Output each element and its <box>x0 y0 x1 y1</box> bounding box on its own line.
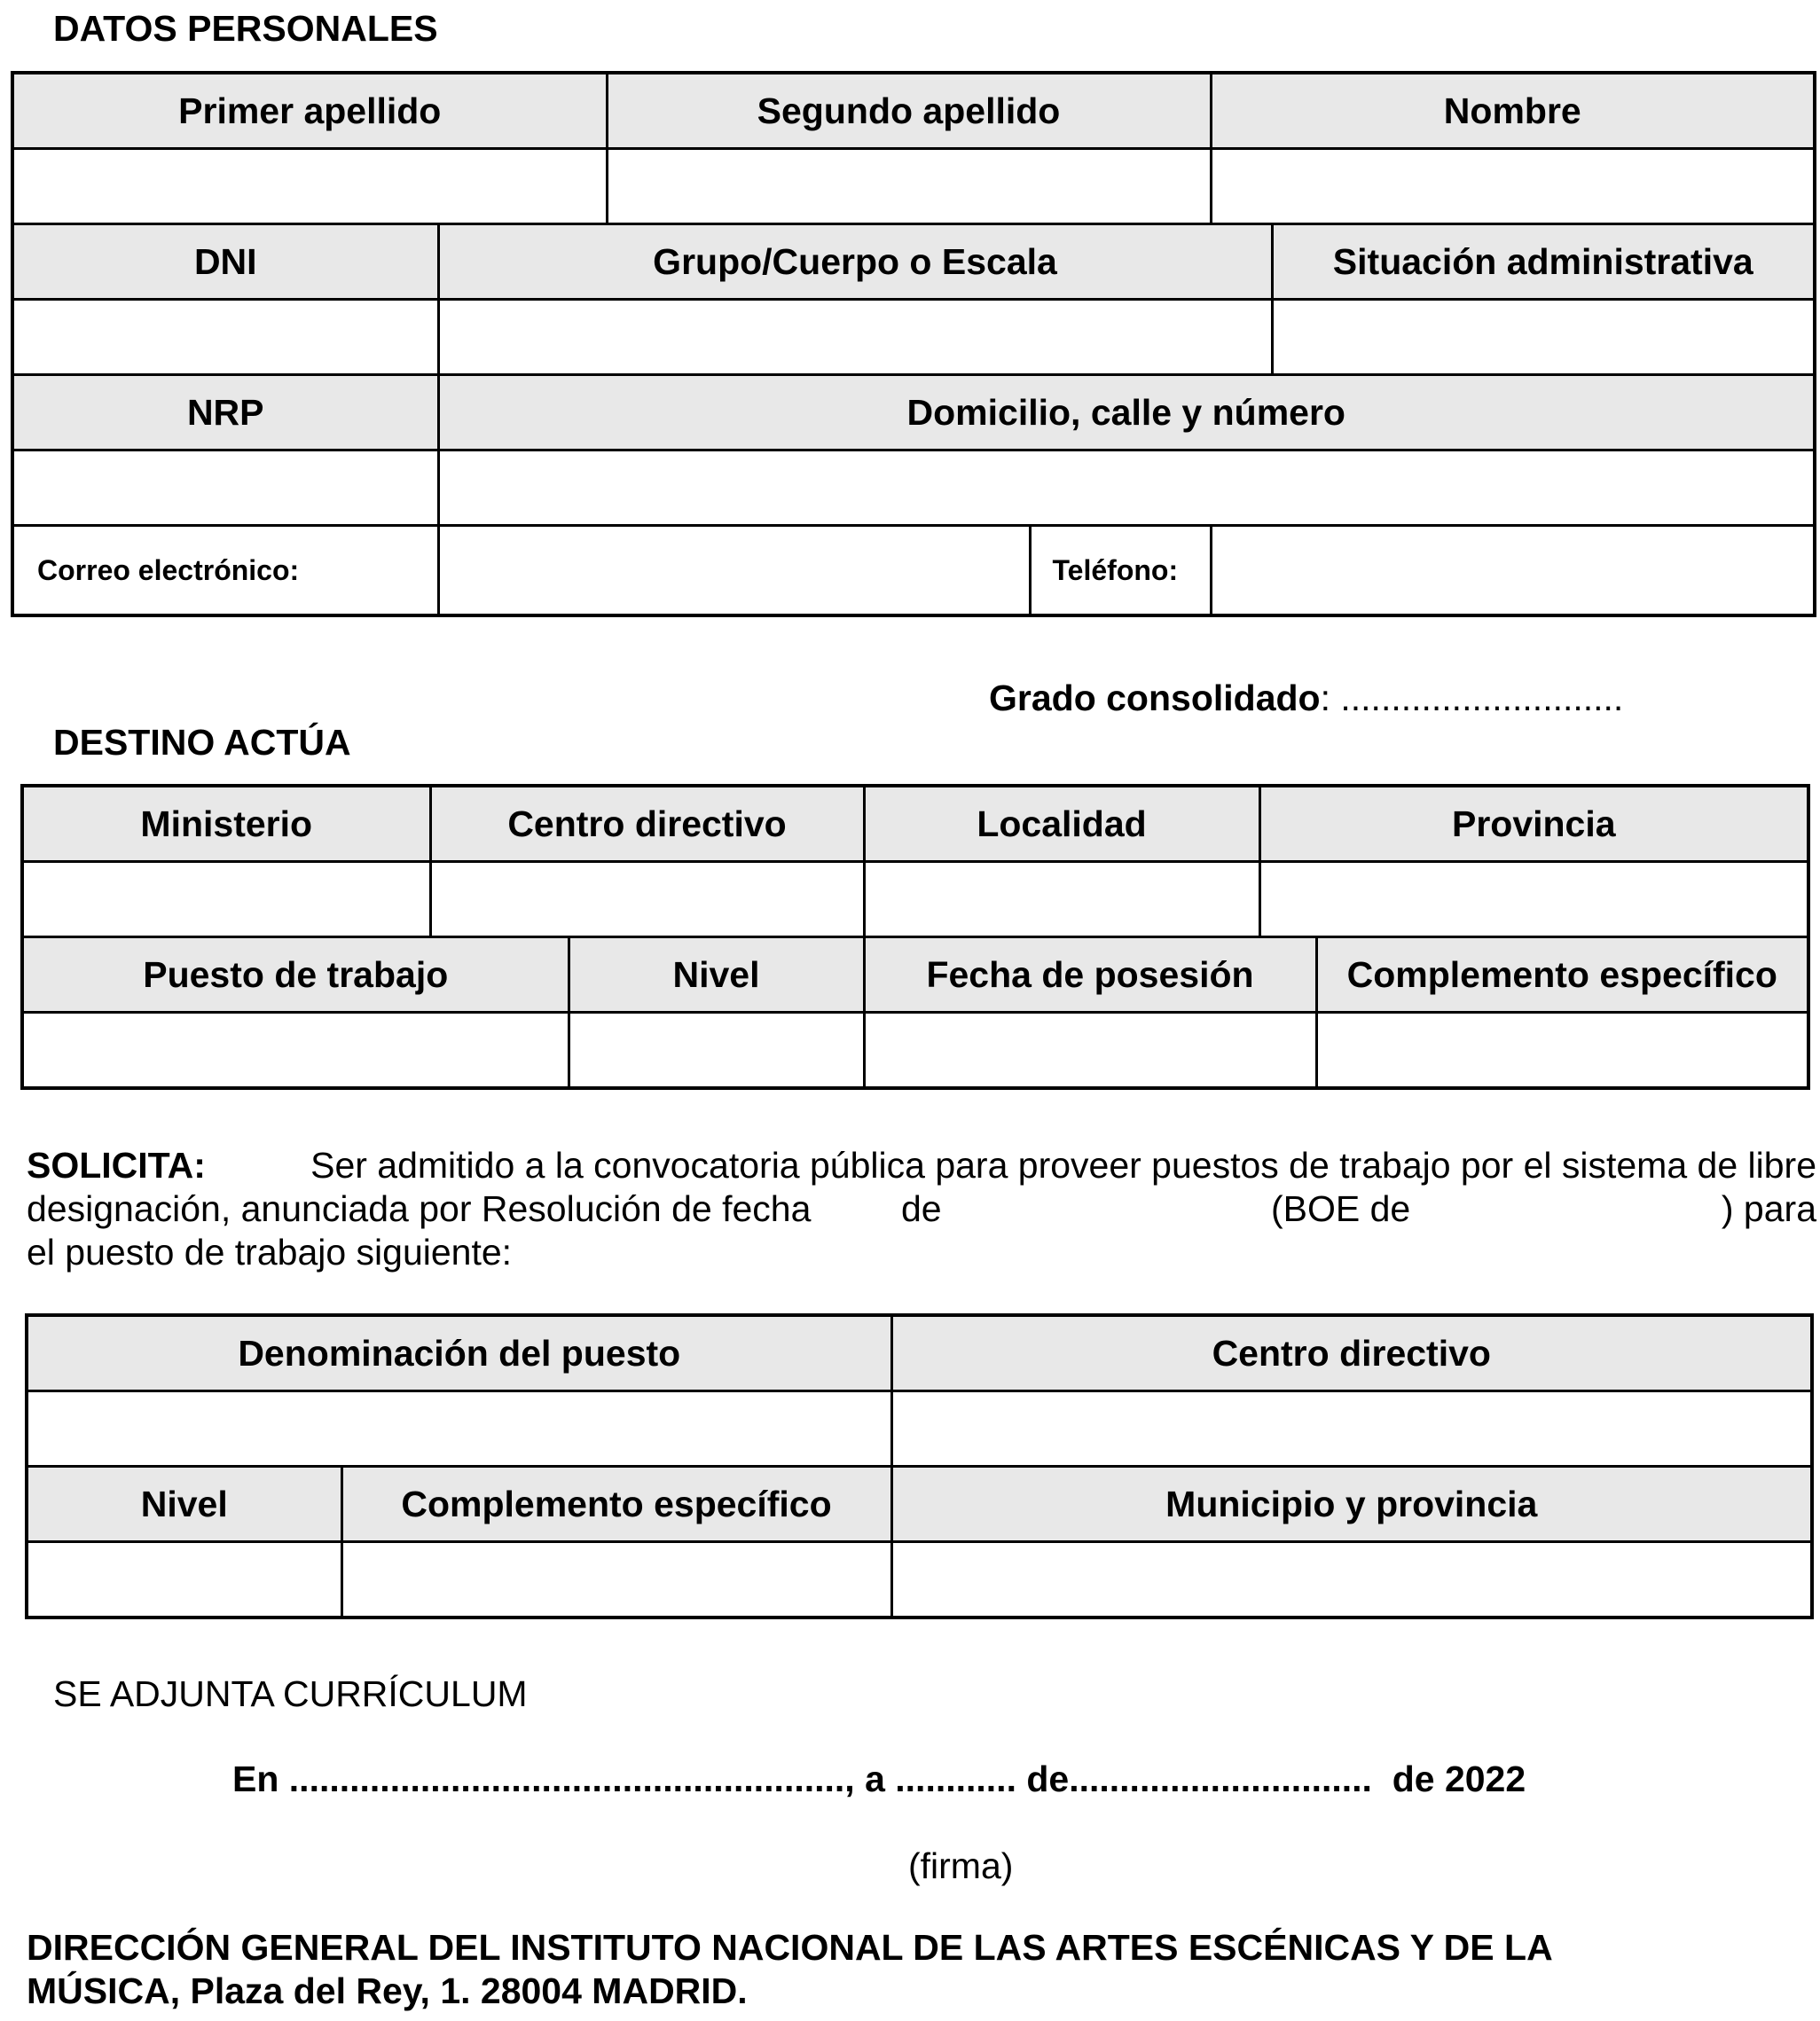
firma-label: (firma) <box>908 1845 1014 1886</box>
grado-consolidado <box>989 680 1623 717</box>
nrp-field[interactable] <box>12 450 438 526</box>
email-label: Correo electrónico: <box>12 526 438 616</box>
complemento-especifico-puesto-field[interactable] <box>341 1542 891 1618</box>
solicita-text-2d: ) para <box>1721 1188 1816 1229</box>
header-localidad: Localidad <box>864 786 1259 862</box>
curriculum-note: SE ADJUNTA CURRÍCULUM <box>53 1673 528 1714</box>
header-puesto-de-trabajo: Puesto de trabajo <box>22 937 569 1013</box>
complemento-especifico-field[interactable] <box>1316 1013 1808 1089</box>
header-provincia: Provincia <box>1259 786 1808 862</box>
primer-apellido-field[interactable] <box>12 149 607 224</box>
puesto-solicitado-table <box>25 1313 1814 1619</box>
header-segundo-apellido: Segundo apellido <box>607 73 1211 149</box>
phone-label: Teléfono: <box>1030 526 1211 616</box>
solicita-line-1 <box>27 1144 1816 1187</box>
solicita-line-2 <box>27 1187 1816 1231</box>
footer-line-2: MÚSICA, Plaza del Rey, 1. 28004 MADRID. <box>27 1970 748 2011</box>
destino-table <box>20 784 1810 1090</box>
municipio-y-provincia-field[interactable] <box>891 1542 1812 1618</box>
header-nombre: Nombre <box>1211 73 1815 149</box>
phone-field[interactable] <box>1211 526 1815 616</box>
footer-line-1: DIRECCIÓN GENERAL DEL INSTITUTO NACIONAL DE LAS ARTES ESCÉNICAS Y DE LA <box>27 1927 1553 1968</box>
header-ministerio: Ministerio <box>22 786 430 862</box>
header-complemento-especifico: Complemento específico <box>1316 937 1808 1013</box>
header-nivel-puesto: Nivel <box>27 1467 341 1542</box>
header-situacion-administrativa: Situación administrativa <box>1272 224 1815 300</box>
header-centro-directivo-puesto: Centro directivo <box>891 1315 1812 1391</box>
puesto-de-trabajo-field[interactable] <box>22 1013 569 1089</box>
centro-directivo-field[interactable] <box>430 862 864 937</box>
lugar-fecha-line[interactable]: En ......................................................., a ............ de.............................. de 2022 <box>232 1759 1526 1799</box>
grado-consolidado-value[interactable]: : ............................ <box>1320 678 1624 718</box>
section-title-datos-personales: DATOS PERSONALES <box>53 8 438 49</box>
datos-personales-table <box>11 71 1816 617</box>
header-nrp: NRP <box>12 375 438 450</box>
nivel-puesto-field[interactable] <box>27 1542 341 1618</box>
email-field[interactable] <box>438 526 1030 616</box>
fecha-de-posesion-field[interactable] <box>864 1013 1316 1089</box>
section-title-destino-actual: DESTINO ACTÚA <box>53 722 351 763</box>
localidad-field[interactable] <box>864 862 1259 937</box>
header-centro-directivo: Centro directivo <box>430 786 864 862</box>
header-nivel: Nivel <box>569 937 864 1013</box>
nivel-field[interactable] <box>569 1013 864 1089</box>
header-grupo-cuerpo-escala: Grupo/Cuerpo o Escala <box>438 224 1272 300</box>
situacion-administrativa-field[interactable] <box>1272 300 1815 375</box>
ministerio-field[interactable] <box>22 862 430 937</box>
grupo-cuerpo-escala-field[interactable] <box>438 300 1272 375</box>
solicita-text-2a: designación, anunciada por Resolución de fecha <box>27 1188 812 1229</box>
header-complemento-especifico-puesto: Complemento específico <box>341 1467 891 1542</box>
grado-consolidado-label: Grado consolidado <box>989 678 1321 718</box>
domicilio-field[interactable] <box>438 450 1815 526</box>
header-denominacion-del-puesto: Denominación del puesto <box>27 1315 891 1391</box>
solicita-paragraph <box>27 1144 1816 1274</box>
solicita-text-1: Ser admitido a la convocatoria pública para proveer puestos de trabajo por el sistema de libre <box>310 1145 1816 1186</box>
dni-field[interactable] <box>12 300 438 375</box>
header-municipio-y-provincia: Municipio y provincia <box>891 1467 1812 1542</box>
centro-directivo-puesto-field[interactable] <box>891 1391 1812 1467</box>
header-dni: DNI <box>12 224 438 300</box>
provincia-field[interactable] <box>1259 862 1808 937</box>
footer-address <box>27 1926 1553 2013</box>
solicita-line-3: el puesto de trabajo siguiente: <box>27 1232 513 1273</box>
header-primer-apellido: Primer apellido <box>12 73 607 149</box>
solicita-text-2b: de <box>901 1188 942 1229</box>
header-fecha-de-posesion: Fecha de posesión <box>864 937 1316 1013</box>
header-domicilio: Domicilio, calle y número <box>438 375 1815 450</box>
denominacion-del-puesto-field[interactable] <box>27 1391 891 1467</box>
solicita-text-2c: (BOE de <box>1271 1188 1411 1229</box>
solicita-label: SOLICITA: <box>27 1145 206 1186</box>
nombre-field[interactable] <box>1211 149 1815 224</box>
segundo-apellido-field[interactable] <box>607 149 1211 224</box>
